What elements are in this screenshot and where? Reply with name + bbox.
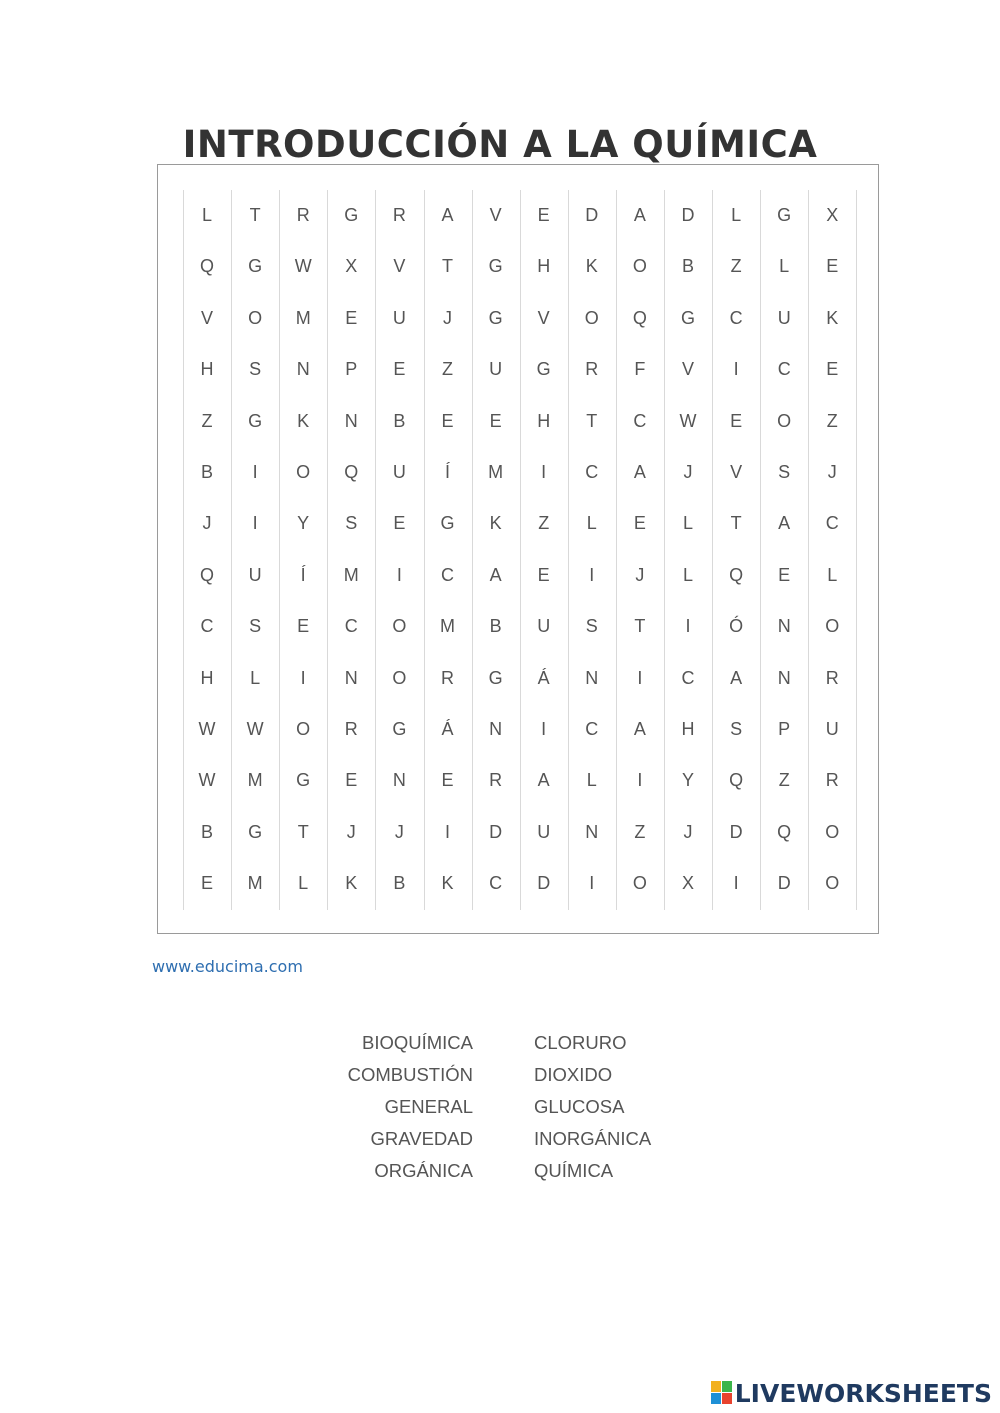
grid-letter[interactable]: B [200, 462, 213, 482]
word-search-board [157, 164, 879, 934]
liveworksheets-logo-icon [711, 1381, 733, 1405]
grid-letter[interactable]: E [345, 770, 358, 791]
grid-letter[interactable]: B [200, 821, 213, 842]
grid-letter[interactable]: O [632, 256, 647, 277]
grid-letter[interactable]: C [633, 410, 647, 431]
grid-letter[interactable]: E [441, 410, 454, 431]
grid-letter[interactable]: O [392, 616, 407, 637]
grid-letter[interactable]: U [825, 719, 839, 739]
grid-letter[interactable]: G [536, 359, 551, 380]
grid-letter[interactable]: S [730, 719, 743, 739]
grid-letter[interactable]: F [634, 359, 646, 380]
grid-letter[interactable]: M [247, 770, 263, 791]
grid-letter[interactable]: E [393, 359, 406, 380]
grid-letter[interactable]: V [730, 462, 743, 482]
grid-letter[interactable]: I [252, 462, 258, 482]
grid-letter[interactable]: X [826, 205, 839, 225]
grid-letter[interactable]: L [779, 256, 790, 277]
grid-letter[interactable]: Í [300, 564, 306, 585]
grid-letter[interactable]: L [586, 513, 597, 534]
grid-letter[interactable]: R [392, 205, 406, 225]
grid-letter[interactable]: P [345, 359, 358, 380]
grid-letter[interactable]: K [297, 410, 310, 431]
grid-letter[interactable]: O [248, 307, 263, 328]
grid-letter[interactable]: C [681, 667, 695, 688]
grid-letter[interactable]: W [294, 256, 312, 277]
grid-letter[interactable]: I [685, 616, 691, 637]
grid-letter[interactable]: D [681, 205, 695, 225]
word-to-find: COMBUSTIÓN [347, 1064, 473, 1085]
grid-letter[interactable]: K [345, 873, 358, 894]
grid-letter[interactable]: Z [634, 821, 646, 842]
grid-letter[interactable]: T [442, 256, 453, 277]
grid-letter[interactable]: E [489, 410, 502, 431]
grid-letter[interactable]: T [586, 410, 598, 431]
grid-letter[interactable]: E [826, 256, 839, 277]
grid-letter[interactable]: X [681, 873, 694, 894]
grid-letter[interactable]: E [345, 307, 358, 328]
grid-letter[interactable]: I [733, 359, 739, 380]
grid-letter[interactable]: O [296, 462, 311, 482]
word-to-find: QUÍMICA [534, 1160, 614, 1181]
grid-letter[interactable]: C [441, 564, 454, 585]
grid-letter[interactable]: G [296, 770, 311, 791]
grid-letter[interactable]: S [585, 616, 598, 637]
grid-letter[interactable]: E [633, 513, 646, 534]
grid-letter[interactable]: Z [778, 770, 790, 791]
word-to-find: GLUCOSA [534, 1096, 625, 1117]
grid-letter[interactable]: J [394, 821, 404, 842]
letter-grid[interactable] [183, 190, 857, 910]
grid-letter[interactable]: N [585, 667, 599, 688]
grid-letter[interactable]: R [296, 205, 310, 225]
grid-letter[interactable]: H [200, 667, 214, 688]
grid-letter[interactable]: G [248, 821, 263, 842]
grid-letter[interactable]: G [248, 410, 263, 431]
source-link[interactable]: www.educima.com [152, 957, 303, 976]
grid-letter[interactable]: C [489, 873, 503, 894]
grid-letter[interactable]: H [200, 359, 214, 380]
grid-letter[interactable]: Q [344, 462, 359, 482]
grid-letter[interactable]: I [637, 770, 643, 791]
grid-letter[interactable]: R [441, 667, 454, 688]
grid-letter[interactable]: B [681, 256, 694, 277]
grid-letter[interactable]: G [488, 307, 503, 328]
grid-letter[interactable]: I [300, 667, 306, 688]
grid-letter[interactable]: A [633, 719, 646, 739]
grid-letter[interactable]: J [683, 462, 693, 482]
grid-letter[interactable]: U [777, 307, 791, 328]
grid-letter[interactable]: B [393, 873, 406, 894]
grid-letter[interactable]: L [827, 564, 838, 585]
grid-letter[interactable]: O [584, 307, 599, 328]
grid-letter[interactable]: R [825, 667, 839, 688]
grid-letter[interactable]: S [249, 359, 262, 380]
grid-letter[interactable]: D [729, 821, 743, 842]
grid-letter[interactable]: O [632, 873, 647, 894]
grid-letter[interactable]: N [344, 410, 358, 431]
grid-letter[interactable]: O [777, 410, 792, 431]
grid-letter[interactable]: E [826, 359, 839, 380]
grid-letter[interactable]: V [681, 359, 694, 380]
grid-letter[interactable]: L [682, 513, 693, 534]
grid-letter[interactable]: Z [442, 359, 453, 380]
brand-name: LIVEWORKSHEETS [734, 1378, 992, 1408]
page-title: INTRODUCCIÓN A LA QUÍMICA [182, 122, 818, 166]
grid-letter[interactable]: I [252, 513, 258, 534]
grid-letter[interactable]: I [733, 873, 739, 894]
grid-column-divider [856, 190, 857, 910]
grid-letter[interactable]: E [297, 616, 310, 637]
grid-letter[interactable]: Q [199, 564, 214, 585]
grid-letter[interactable]: Q [199, 256, 214, 277]
grid-letter[interactable]: S [249, 616, 262, 637]
grid-letter[interactable]: G [777, 205, 792, 225]
grid-letter[interactable]: N [296, 359, 310, 380]
grid-letter[interactable]: G [440, 513, 455, 534]
grid-letter[interactable]: L [586, 770, 597, 791]
grid-letter[interactable]: H [537, 410, 551, 431]
grid-letter[interactable]: R [489, 770, 503, 791]
grid-letter[interactable]: Á [441, 719, 454, 739]
grid-letter[interactable]: M [295, 307, 311, 328]
grid-letter[interactable]: I [589, 873, 595, 894]
grid-letter[interactable]: R [344, 719, 358, 739]
grid-letter[interactable]: Z [730, 256, 742, 277]
grid-letter[interactable]: D [489, 821, 503, 842]
grid-letter[interactable]: Z [201, 410, 213, 431]
grid-letter[interactable]: V [489, 205, 502, 225]
grid-letter[interactable]: V [393, 256, 406, 277]
grid-letter[interactable]: G [392, 719, 407, 739]
grid-letter[interactable]: Q [777, 821, 792, 842]
grid-letter[interactable]: H [537, 256, 551, 277]
word-to-find: GENERAL [384, 1096, 473, 1117]
grid-letter[interactable]: G [488, 667, 503, 688]
grid-letter[interactable]: Á [537, 667, 550, 688]
grid-letter[interactable]: J [827, 462, 837, 482]
grid-letter[interactable]: B [393, 410, 406, 431]
grid-letter[interactable]: C [825, 513, 839, 534]
grid-letter[interactable]: R [825, 770, 839, 791]
grid-letter[interactable]: X [345, 256, 358, 277]
grid-letter[interactable]: Q [632, 307, 647, 328]
word-to-find: BIOQUÍMICA [361, 1032, 473, 1053]
grid-letter[interactable]: P [778, 719, 791, 739]
word-to-find: GRAVEDAD [370, 1128, 473, 1149]
grid-letter[interactable]: D [537, 873, 551, 894]
grid-letter[interactable]: O [825, 616, 840, 637]
grid-letter[interactable]: I [444, 821, 450, 842]
grid-letter[interactable]: I [396, 564, 402, 585]
grid-letter[interactable]: Z [538, 513, 550, 534]
grid-letter[interactable]: O [296, 719, 311, 739]
grid-letter[interactable]: K [826, 307, 839, 328]
grid-letter[interactable]: E [393, 513, 406, 534]
grid-letter[interactable]: E [537, 564, 550, 585]
grid-letter[interactable]: E [730, 410, 743, 431]
grid-letter[interactable]: A [489, 564, 502, 585]
grid-letter[interactable]: E [200, 873, 213, 894]
grid-letter[interactable]: I [637, 667, 643, 688]
grid-letter[interactable]: S [345, 513, 358, 534]
grid-letter[interactable]: Y [681, 770, 694, 791]
grid-letter[interactable]: I [589, 564, 595, 585]
grid-letter[interactable]: K [441, 873, 454, 894]
grid-letter[interactable]: V [200, 307, 213, 328]
grid-letter[interactable]: A [633, 205, 646, 225]
grid-letter[interactable]: N [392, 770, 406, 791]
grid-letter[interactable]: M [440, 616, 455, 637]
grid-letter[interactable]: W [198, 770, 216, 791]
grid-letter[interactable]: G [680, 307, 695, 328]
grid-letter[interactable]: Q [729, 770, 744, 791]
grid-letter[interactable]: E [441, 770, 454, 791]
grid-letter[interactable]: M [343, 564, 359, 585]
grid-letter[interactable]: A [441, 205, 454, 225]
grid-letter[interactable]: Í [444, 462, 450, 482]
grid-letter[interactable]: A [537, 770, 550, 791]
grid-letter[interactable]: E [778, 564, 791, 585]
grid-letter[interactable]: M [247, 873, 263, 894]
grid-letter[interactable]: J [346, 821, 356, 842]
grid-letter[interactable]: L [682, 564, 693, 585]
grid-letter[interactable]: C [585, 719, 599, 739]
grid-letter[interactable]: I [541, 462, 547, 482]
grid-letter[interactable]: U [392, 462, 406, 482]
grid-letter[interactable]: L [731, 205, 742, 225]
grid-letter[interactable]: G [488, 256, 503, 277]
grid-letter[interactable]: W [679, 410, 697, 431]
grid-letter[interactable]: Y [297, 513, 310, 534]
grid-letter[interactable]: T [634, 616, 646, 637]
grid-letter[interactable]: Z [826, 410, 838, 431]
grid-letter[interactable]: I [541, 719, 547, 739]
grid-letter[interactable]: V [537, 307, 550, 328]
grid-letter[interactable]: R [585, 359, 599, 380]
grid-letter[interactable]: O [825, 873, 840, 894]
grid-letter[interactable]: O [825, 821, 840, 842]
grid-letter[interactable]: C [729, 307, 743, 328]
liveworksheets-logo[interactable] [711, 1377, 992, 1409]
grid-letter[interactable]: D [585, 205, 599, 225]
grid-letter[interactable]: J [202, 513, 212, 534]
grid-letter[interactable]: W [246, 719, 264, 739]
grid-letter[interactable]: O [392, 667, 407, 688]
word-to-find: DIOXIDO [534, 1064, 613, 1085]
grid-letter[interactable]: A [730, 667, 743, 688]
grid-letter[interactable]: L [250, 667, 261, 688]
grid-letter[interactable]: J [443, 307, 452, 328]
word-list-left [300, 1027, 473, 1187]
grid-letter[interactable]: J [683, 821, 693, 842]
grid-letter[interactable]: Q [729, 564, 744, 585]
grid-letter[interactable]: A [633, 462, 646, 482]
grid-letter[interactable]: K [585, 256, 598, 277]
grid-letter[interactable]: U [392, 307, 406, 328]
grid-letter[interactable]: U [489, 359, 503, 380]
grid-letter[interactable]: K [489, 513, 502, 534]
grid-letter[interactable]: T [249, 205, 261, 225]
grid-letter[interactable]: C [200, 616, 214, 637]
grid-letter[interactable]: E [537, 205, 550, 225]
grid-letter[interactable]: C [585, 462, 599, 482]
grid-letter[interactable]: W [198, 719, 216, 739]
grid-letter[interactable]: G [344, 205, 359, 225]
grid-letter[interactable]: L [201, 205, 212, 225]
grid-letter[interactable]: U [537, 821, 551, 842]
grid-letter[interactable]: B [489, 616, 502, 637]
grid-letter[interactable]: Ó [729, 616, 744, 637]
word-list-right [534, 1027, 734, 1187]
grid-letter[interactable]: D [777, 873, 791, 894]
grid-letter[interactable]: A [778, 513, 791, 534]
grid-letter[interactable]: L [298, 873, 309, 894]
grid-letter[interactable]: H [681, 719, 695, 739]
grid-letter[interactable]: N [489, 719, 503, 739]
word-to-find: INORGÁNICA [534, 1128, 652, 1149]
grid-letter[interactable]: N [777, 616, 791, 637]
grid-letter[interactable]: M [488, 462, 504, 482]
grid-letter[interactable]: C [777, 359, 791, 380]
grid-letter[interactable]: U [537, 616, 551, 637]
grid-letter[interactable]: N [585, 821, 599, 842]
grid-letter[interactable]: U [248, 564, 262, 585]
grid-letter[interactable]: S [778, 462, 791, 482]
word-to-find: CLORURO [534, 1032, 627, 1053]
word-to-find: ORGÁNICA [374, 1160, 473, 1181]
grid-letter[interactable]: T [730, 513, 742, 534]
grid-letter[interactable]: G [248, 256, 263, 277]
grid-letter[interactable]: J [635, 564, 645, 585]
grid-letter[interactable]: N [777, 667, 791, 688]
grid-letter[interactable]: N [344, 667, 358, 688]
grid-letter[interactable]: C [344, 616, 358, 637]
grid-letter[interactable]: T [297, 821, 309, 842]
